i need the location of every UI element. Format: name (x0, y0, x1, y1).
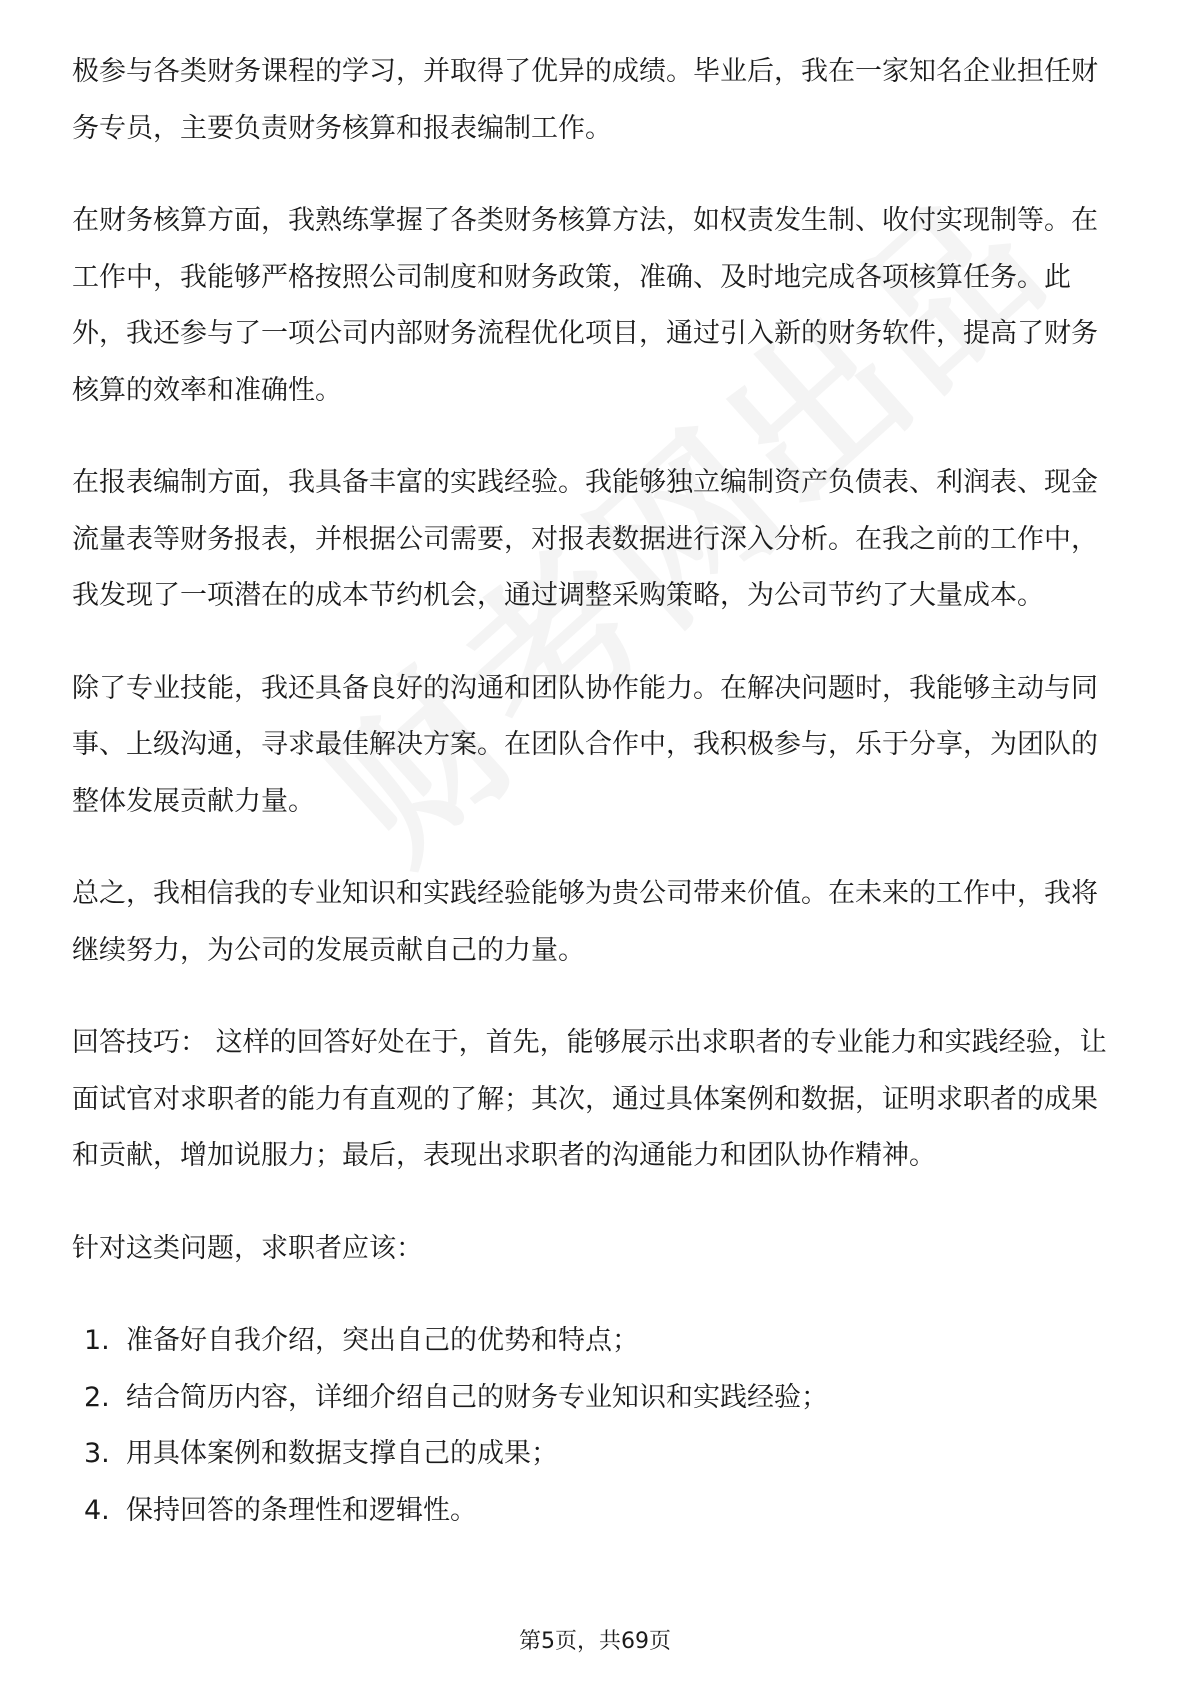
list-item (72, 1483, 1118, 1540)
list-item-text: 用具体案例和数据支撑自己的成果； (126, 1438, 558, 1469)
list-item-number: 1. (84, 1325, 110, 1356)
list-item-text: 准备好自我介绍，突出自己的优势和特点； (126, 1325, 639, 1356)
advice-list (72, 1313, 1118, 1539)
paragraph-5: 总之，我相信我的专业知识和实践经验能够为贵公司带来价值。在未来的工作中，我将继续努力，为公司的发展贡献自己的力量。 (72, 878, 1098, 966)
list-item (72, 1426, 1118, 1483)
paragraph-answer-tips: 回答技巧： 这样的回答好处在于，首先，能够展示出求职者的专业能力和实践经验，让面试官对求职者的能力有直观的了解；其次，通过具体案例和数据，证明求职者的成果和贡献，增加说服力；最后，表现出求职者的沟通能力和团队协作精神。 (72, 1027, 1107, 1171)
list-item-text: 结合简历内容，详细介绍自己的财务专业知识和实践经验； (126, 1381, 828, 1413)
document-body (72, 44, 1118, 1539)
page-number: 第5页，共69页 (519, 1629, 671, 1654)
paragraph-list-intro: 针对这类问题，求职者应该： (72, 1232, 423, 1264)
paragraph-3: 在报表编制方面，我具备丰富的实践经验。我能够独立编制资产负债表、利润表、现金流量表等财务报表，并根据公司需要，对报表数据进行深入分析。在我之前的工作中，我发现了一项潜在的成本节约机会，通过调整采购策略，为公司节约了大量成本。 (72, 467, 1098, 611)
paragraph-4: 除了专业技能，我还具备良好的沟通和团队协作能力。在解决问题时，我能够主动与同事、上级沟通，寻求最佳解决方案。在团队合作中，我积极参与，乐于分享，为团队的整体发展贡献力量。 (72, 672, 1098, 817)
paragraph-2: 在财务核算方面，我熟练掌握了各类财务核算方法，如权责发生制、收付实现制等。在工作中，我能够严格按照公司制度和财务政策，准确、及时地完成各项核算任务。此外，我还参与了一项公司内部财务流程优化项目，通过引入新的财务软件，提高了财务核算的效率和准确性。 (72, 205, 1098, 406)
list-item (72, 1370, 1118, 1427)
list-item-text: 保持回答的条理性和逻辑性。 (126, 1494, 477, 1526)
list-item-number: 4. (84, 1494, 110, 1526)
list-item-number: 3. (84, 1438, 110, 1469)
list-item-number: 2. (84, 1381, 110, 1413)
list-item (72, 1313, 1118, 1370)
paragraph-1: 极参与各类财务课程的学习，并取得了优异的成绩。毕业后，我在一家知名企业担任财务专员，主要负责财务核算和报表编制工作。 (72, 56, 1098, 144)
